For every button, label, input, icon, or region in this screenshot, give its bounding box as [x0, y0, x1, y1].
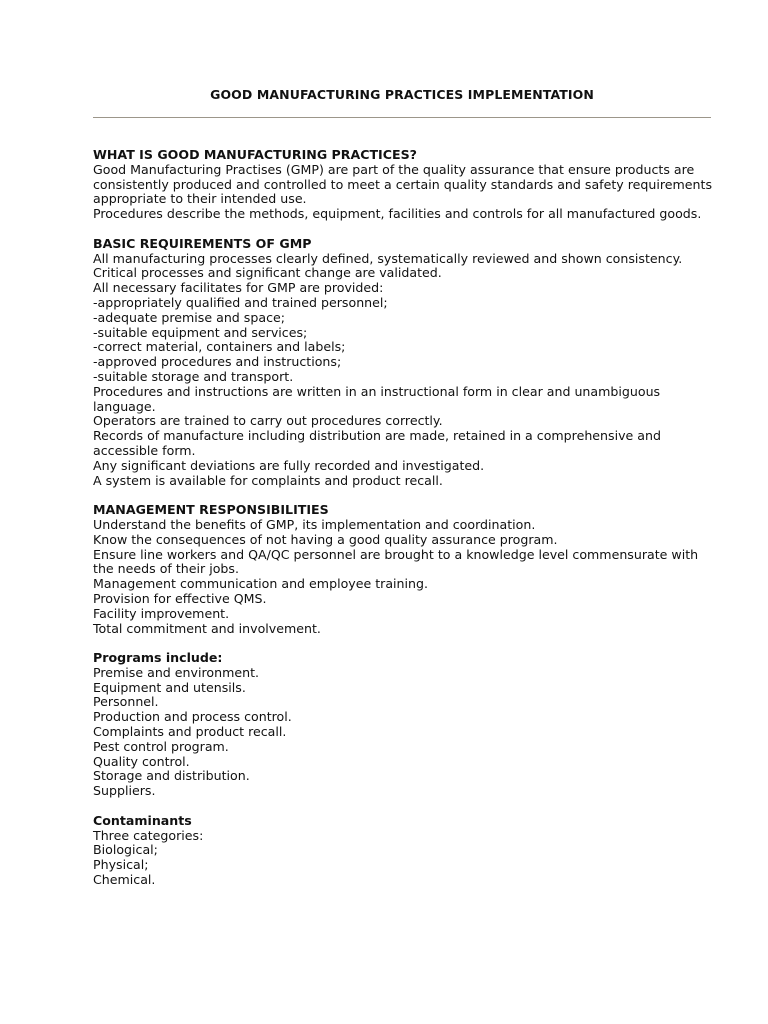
paragraph: Operators are trained to carry out procedures correctly. [93, 413, 443, 429]
paragraph: Ensure line workers and QA/QC personnel are brought to a knowledge level commensurate with the needs of their jobs. [93, 546, 699, 577]
title-divider [93, 117, 711, 118]
list-item: Suppliers. [93, 783, 156, 799]
section-basic-requirements [93, 237, 713, 489]
document-title: GOOD MANUFACTURING PRACTICES IMPLEMENTATION [210, 87, 594, 102]
section-heading: BASIC REQUIREMENTS OF GMP [93, 235, 312, 251]
list-item: Chemical. [93, 872, 156, 888]
section-heading: Contaminants [93, 812, 192, 828]
list-item: Biological; [93, 842, 158, 858]
paragraph: Understand the benefits of GMP, its implementation and coordination. [93, 516, 536, 532]
list-item: Pest control program. [93, 738, 229, 754]
list-item: Production and process control. [93, 709, 292, 725]
list-item: -appropriately qualified and trained personnel; [93, 294, 388, 310]
list-item: -suitable equipment and services; [93, 324, 308, 340]
list-item: Storage and distribution. [93, 768, 250, 784]
paragraph: All necessary facilitates for GMP are provided: [93, 280, 384, 296]
list-item: Premise and environment. [93, 664, 260, 680]
paragraph: Records of manufacture including distribution are made, retained in a comprehensive and accessible form. [93, 428, 661, 458]
paragraph: Facility improvement. [93, 605, 230, 621]
paragraph: Procedures and instructions are written in an instructional form in clear and unambiguous language. [93, 383, 661, 414]
list-item: Physical; [93, 857, 149, 873]
list-item: Personnel. [93, 694, 159, 710]
paragraph: Provision for effective QMS. [93, 590, 267, 606]
paragraph: All manufacturing processes clearly defined, systematically reviewed and shown consistency. [93, 250, 683, 266]
list-item: -approved procedures and instructions; [93, 354, 342, 370]
section-management-responsibilities [93, 503, 713, 636]
section-heading: Programs include: [93, 650, 223, 666]
paragraph: Good Manufacturing Practises (GMP) are part of the quality assurance that ensure products are consistently produced and controlled to meet a certain quality standards and safety requirements appropriate to their intended use. [93, 161, 713, 207]
paragraph: Management communication and employee training. [93, 576, 429, 592]
list-item: -suitable storage and transport. [93, 368, 294, 384]
list-item: Equipment and utensils. [93, 679, 246, 695]
paragraph: Know the consequences of not having a good quality assurance program. [93, 531, 558, 547]
paragraph: Critical processes and significant change are validated. [93, 265, 442, 281]
section-heading: MANAGEMENT RESPONSIBILITIES [93, 502, 329, 518]
list-item: Complaints and product recall. [93, 724, 287, 740]
document-body [93, 148, 713, 903]
list-item: Quality control. [93, 753, 190, 769]
paragraph: Procedures describe the methods, equipment, facilities and controls for all manufactured goods. [93, 206, 702, 222]
section-heading: WHAT IS GOOD MANUFACTURING PRACTICES? [93, 147, 417, 162]
list-item: -correct material, containers and labels; [93, 339, 346, 355]
paragraph: Three categories: [93, 827, 204, 843]
section-programs-include [93, 651, 713, 799]
paragraph: Total commitment and involvement. [93, 620, 321, 636]
paragraph: A system is available for complaints and product recall. [93, 472, 443, 488]
section-contaminants [93, 814, 713, 888]
paragraph: Any significant deviations are fully recorded and investigated. [93, 457, 485, 473]
list-item: -adequate premise and space; [93, 309, 285, 325]
section-what-is-gmp [93, 148, 713, 222]
